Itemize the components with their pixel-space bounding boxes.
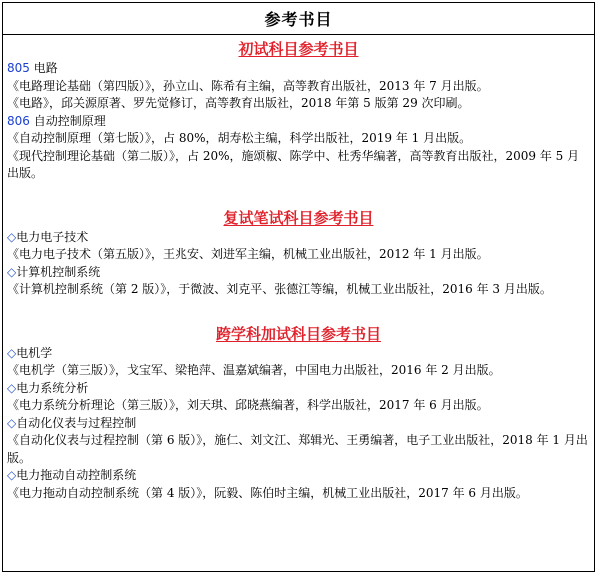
book-entry: 《电力系统分析理论（第三版）》，刘天琪、邱晓燕编著，科学出版社，2017 年 6 月出版。 [7,398,489,412]
book-entry: 《现代控制理论基础（第二版）》，占 20%，施颂椒、陈学中、杜秀华编著，高等教育出版社，2009 年 5 月出版。 [7,148,580,180]
subject-heading [7,60,590,78]
subject-heading [7,264,590,282]
book-entry: 《电力拖动自动控制系统（第 4 版）》，阮毅、陈伯时主编，机械工业出版社，2017 年 6 月出版。 [7,485,528,500]
subject-name: 电力拖动自动控制系统 [16,468,137,482]
book-entry: 《电力电子技术（第五版）》，王兆安、刘进军主编，机械工业出版社，2012 年 1 月出版。 [7,247,489,261]
book-entry: 《电机学（第三版）》，戈宝军、梁艳萍、温嘉斌编著，中国电力出版社，2016 年 2 月出版。 [7,363,501,377]
book-entry: 《自动化仪表与过程控制（第 6 版）》，施仁、刘文江、郑辑光、王勇编著，电子工业出版社，2018 年 1 月出版。 [7,433,588,465]
subject-name: 电力电子技术 [16,229,89,244]
diamond-bullet-icon: ◇ [7,345,17,360]
page-title: 参考书目 [3,3,594,35]
content-area [3,35,594,502]
subject-heading [7,345,590,363]
subject-name: 电机学 [16,345,53,360]
book-entry: 《电路理论基础（第四版）》，孙立山、陈希有主编，高等教育出版社，2013 年 7 月出版。 [7,78,489,93]
subject-name: 计算机控制系统 [16,264,101,279]
subject-heading [7,229,590,247]
book-entry: 《电路》，邱关源原著、罗先觉修订，高等教育出版社，2018 年第 5 版第 29 次印刷。 [7,96,470,110]
subject-name: 电路 [29,61,58,75]
section-title-cross-discipline: 跨学科加试科目参考书目 [215,324,381,343]
section-title-preliminary: 初试科目参考书目 [238,40,359,58]
subject-heading [7,113,590,131]
diamond-bullet-icon: ◇ [7,468,17,482]
diamond-bullet-icon: ◇ [7,264,17,279]
diamond-bullet-icon: ◇ [7,380,17,395]
subject-heading [7,380,590,398]
book-entry: 《自动控制原理（第七版）》，占 80%，胡寿松主编，科学出版社，2019 年 1 月出版。 [7,131,472,145]
subject-name: 自动控制原理 [29,113,106,128]
subject-code: 805 [7,61,30,75]
subject-heading [7,467,590,485]
subject-name: 电力系统分析 [16,380,89,395]
reference-books-panel [2,2,595,572]
subject-code: 806 [7,113,30,128]
subject-name: 自动化仪表与过程控制 [16,415,137,430]
subject-heading [7,415,590,433]
diamond-bullet-icon: ◇ [7,415,17,430]
section-title-retest-written: 复试笔试科目参考书目 [223,208,374,227]
diamond-bullet-icon: ◇ [7,229,17,244]
book-entry: 《计算机控制系统（第 2 版）》，于微波、刘克平、张德江等编，机械工业出版社，2016 年 3 月出版。 [7,282,552,296]
